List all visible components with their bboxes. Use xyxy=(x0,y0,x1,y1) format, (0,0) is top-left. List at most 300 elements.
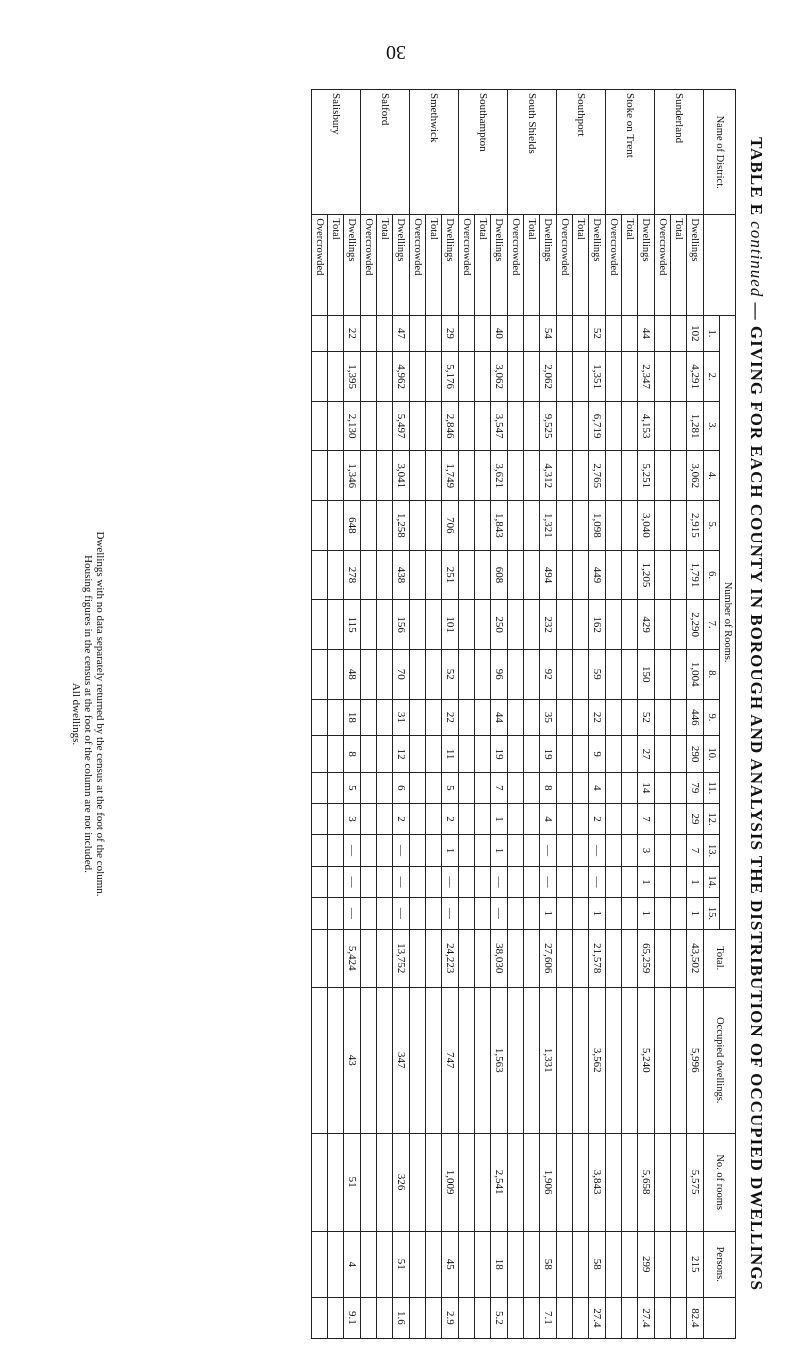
table-cell: 1,009 xyxy=(442,1133,459,1231)
table-cell xyxy=(557,835,573,866)
table-cell xyxy=(459,1133,475,1231)
table-cell: 251 xyxy=(442,550,459,600)
table-cell xyxy=(312,1133,328,1231)
table-cell: 11 xyxy=(442,736,459,773)
table-cell xyxy=(475,352,491,402)
table-cell xyxy=(671,600,687,650)
table-cell xyxy=(377,803,393,834)
table-cell xyxy=(328,600,344,650)
table-cell xyxy=(377,929,393,987)
table-cell xyxy=(328,401,344,451)
table-cell: 747 xyxy=(442,987,459,1133)
table-cell xyxy=(328,1297,344,1338)
table-cell xyxy=(557,600,573,650)
table-cell xyxy=(475,600,491,650)
table-cell: 3,547 xyxy=(491,401,508,451)
table-cell xyxy=(655,451,671,501)
table-cell xyxy=(655,1297,671,1338)
table-cell xyxy=(377,649,393,699)
table-cell xyxy=(312,451,328,501)
table-cell: 27.4 xyxy=(638,1297,655,1338)
table-cell xyxy=(328,898,344,929)
table-cell xyxy=(524,987,540,1133)
table-cell xyxy=(426,987,442,1133)
table-cell xyxy=(655,803,671,834)
table-cell xyxy=(622,352,638,402)
table-cell xyxy=(508,736,524,773)
table-cell xyxy=(655,866,671,897)
table-cell xyxy=(459,451,475,501)
table-cell: 45 xyxy=(442,1231,459,1297)
table-cell xyxy=(459,866,475,897)
table-cell: 2 xyxy=(442,803,459,834)
table-cell: 706 xyxy=(442,501,459,551)
table-cell xyxy=(573,699,589,736)
table-cell xyxy=(606,1133,622,1231)
table-cell xyxy=(426,898,442,929)
table-cell: 27,606 xyxy=(540,929,557,987)
rooms-header-cell: 4. xyxy=(704,451,720,501)
district-name: Southport xyxy=(557,90,606,215)
table-cell: — xyxy=(491,898,508,929)
table-cell xyxy=(475,451,491,501)
row-type: Dwellings xyxy=(638,215,655,315)
table-cell: 9.1 xyxy=(344,1297,361,1338)
table-cell: 59 xyxy=(589,649,606,699)
table-cell xyxy=(655,649,671,699)
table-cell xyxy=(459,699,475,736)
row-type: Dwellings xyxy=(442,215,459,315)
table-cell xyxy=(312,736,328,773)
table-cell xyxy=(524,772,540,803)
table-cell: 608 xyxy=(491,550,508,600)
table-cell: 1,331 xyxy=(540,987,557,1133)
table-cell xyxy=(508,1231,524,1297)
table-cell xyxy=(524,1133,540,1231)
table-cell xyxy=(557,803,573,834)
table-cell: 70 xyxy=(393,649,410,699)
table-cell xyxy=(524,550,540,600)
table-cell xyxy=(361,451,377,501)
table-cell xyxy=(622,451,638,501)
table-cell xyxy=(655,736,671,773)
table-cell xyxy=(377,501,393,551)
table-cell xyxy=(622,929,638,987)
table-cell xyxy=(475,401,491,451)
rooms-header-cell: 1. xyxy=(704,315,720,352)
table-cell xyxy=(328,501,344,551)
table-cell xyxy=(426,1133,442,1231)
table-cell xyxy=(573,772,589,803)
table-cell xyxy=(459,649,475,699)
table-cell xyxy=(622,866,638,897)
table-cell xyxy=(328,987,344,1133)
table-cell: 115 xyxy=(344,600,361,650)
district-name: Smethwick xyxy=(410,90,459,215)
table-cell xyxy=(312,1297,328,1338)
table-cell: 3,621 xyxy=(491,451,508,501)
table-cell: 1,346 xyxy=(344,451,361,501)
table-cell xyxy=(312,987,328,1133)
table-cell: 1,098 xyxy=(589,501,606,551)
table-cell xyxy=(410,315,426,352)
table-cell xyxy=(361,898,377,929)
table-cell xyxy=(361,550,377,600)
table-cell xyxy=(410,699,426,736)
table-cell xyxy=(606,352,622,402)
table-cell xyxy=(410,987,426,1133)
table-cell: 2,846 xyxy=(442,401,459,451)
table-cell: 40 xyxy=(491,315,508,352)
table-cell: 1,351 xyxy=(589,352,606,402)
table-cell xyxy=(622,649,638,699)
table-row xyxy=(540,90,557,1339)
table-cell xyxy=(557,451,573,501)
table-cell xyxy=(524,803,540,834)
table-cell: — xyxy=(442,866,459,897)
table-cell: 2,915 xyxy=(687,501,704,551)
table-row xyxy=(671,90,687,1339)
table-cell xyxy=(410,401,426,451)
table-cell xyxy=(377,600,393,650)
table-cell xyxy=(524,898,540,929)
table-cell xyxy=(475,699,491,736)
table-cell: 2,541 xyxy=(491,1133,508,1231)
table-cell xyxy=(377,699,393,736)
table-cell xyxy=(557,898,573,929)
table-cell: 1,258 xyxy=(393,501,410,551)
table-cell xyxy=(622,1133,638,1231)
table-cell xyxy=(328,315,344,352)
table-cell xyxy=(508,987,524,1133)
table-cell xyxy=(622,315,638,352)
table-cell xyxy=(508,451,524,501)
table-cell: 290 xyxy=(687,736,704,773)
table-cell: 2 xyxy=(393,803,410,834)
table-cell xyxy=(377,451,393,501)
table-cell xyxy=(426,929,442,987)
rooms-header-cell: 5. xyxy=(704,501,720,551)
table-cell xyxy=(328,835,344,866)
table-cell xyxy=(410,929,426,987)
table-cell: 58 xyxy=(540,1231,557,1297)
table-cell xyxy=(524,1297,540,1338)
table-cell xyxy=(410,600,426,650)
table-cell: 22 xyxy=(589,699,606,736)
table-cell: 1,205 xyxy=(638,550,655,600)
table-cell xyxy=(377,1297,393,1338)
table-cell xyxy=(606,772,622,803)
table-cell xyxy=(508,699,524,736)
table-row xyxy=(361,90,377,1339)
table-cell xyxy=(573,352,589,402)
table-cell: 1 xyxy=(491,803,508,834)
table-cell xyxy=(622,501,638,551)
table-cell xyxy=(426,835,442,866)
table-cell xyxy=(671,772,687,803)
table-row xyxy=(508,90,524,1339)
caption-continued: continued xyxy=(747,221,766,298)
table-cell: 22 xyxy=(442,699,459,736)
table-cell: 5,497 xyxy=(393,401,410,451)
table-cell xyxy=(475,550,491,600)
table-cell xyxy=(459,929,475,987)
table-row xyxy=(475,90,491,1339)
header-blank xyxy=(704,1297,736,1338)
table-cell xyxy=(573,835,589,866)
table-cell: 3,041 xyxy=(393,451,410,501)
table-cell: 2,347 xyxy=(638,352,655,402)
table-cell xyxy=(671,451,687,501)
table-cell xyxy=(557,315,573,352)
table-row xyxy=(622,90,638,1339)
table-cell xyxy=(557,699,573,736)
table-cell: 3,040 xyxy=(638,501,655,551)
table-cell: 7 xyxy=(687,835,704,866)
table-cell xyxy=(426,550,442,600)
table-cell xyxy=(377,987,393,1133)
table-cell xyxy=(606,803,622,834)
row-type: Total xyxy=(524,215,540,315)
rooms-header-cell: 15. xyxy=(704,898,720,929)
row-type: Dwellings xyxy=(589,215,606,315)
table-cell xyxy=(508,352,524,402)
header-row-type xyxy=(704,215,736,315)
table-cell xyxy=(573,1133,589,1231)
table-cell xyxy=(508,1297,524,1338)
table-cell xyxy=(426,736,442,773)
table-cell xyxy=(328,451,344,501)
table-cell xyxy=(426,866,442,897)
table-cell xyxy=(426,699,442,736)
table-cell: 18 xyxy=(491,1231,508,1297)
table-cell: — xyxy=(344,835,361,866)
table-cell xyxy=(328,699,344,736)
table-cell xyxy=(377,835,393,866)
table-cell xyxy=(606,699,622,736)
table-cell: 24,223 xyxy=(442,929,459,987)
table-cell xyxy=(573,501,589,551)
header-no-rooms: No. of rooms xyxy=(704,1133,736,1231)
table-cell xyxy=(426,451,442,501)
table-cell xyxy=(459,898,475,929)
footnote-text-2: Housing figures in the census at the foot of the column are not included. xyxy=(82,555,94,873)
table-cell xyxy=(508,315,524,352)
table-row xyxy=(377,90,393,1339)
rooms-header-cell: 10. xyxy=(704,736,720,773)
table-cell: 326 xyxy=(393,1133,410,1231)
table-cell: 2,290 xyxy=(687,600,704,650)
table-cell: 4 xyxy=(540,803,557,834)
table-cell xyxy=(377,401,393,451)
table-cell: 3,843 xyxy=(589,1133,606,1231)
row-type: Overcrowded xyxy=(655,215,671,315)
table-cell: 3,062 xyxy=(687,451,704,501)
table-cell xyxy=(475,987,491,1133)
table-cell: 79 xyxy=(687,772,704,803)
row-type: Overcrowded xyxy=(410,215,426,315)
table-cell xyxy=(426,649,442,699)
table-cell xyxy=(426,600,442,650)
table-cell: — xyxy=(589,866,606,897)
table-cell xyxy=(622,772,638,803)
rooms-header-cell: 2. xyxy=(704,352,720,402)
table-caption: TABLE E continued — GIVING FOR EACH COUNTY IN BOROUGH AND ANALYSIS THE DISTRIBUTION OF OCCUPIED DWELLINGS xyxy=(747,137,766,1291)
table-cell xyxy=(459,401,475,451)
table-cell: — xyxy=(540,835,557,866)
table-cell: 43,502 xyxy=(687,929,704,987)
table-cell xyxy=(312,600,328,650)
table-cell: 5,251 xyxy=(638,451,655,501)
table-cell xyxy=(508,898,524,929)
table-cell xyxy=(655,401,671,451)
table-cell: 1,906 xyxy=(540,1133,557,1231)
table-cell xyxy=(606,866,622,897)
table-cell: 2.9 xyxy=(442,1297,459,1338)
table-cell xyxy=(655,600,671,650)
table-cell xyxy=(606,987,622,1133)
table-cell xyxy=(312,866,328,897)
table-cell xyxy=(524,352,540,402)
row-type: Total xyxy=(622,215,638,315)
table-cell xyxy=(573,649,589,699)
table-cell xyxy=(377,898,393,929)
table-cell: 1 xyxy=(638,898,655,929)
table-cell: 2,765 xyxy=(589,451,606,501)
table-cell xyxy=(475,898,491,929)
table-cell xyxy=(361,1297,377,1338)
table-cell xyxy=(573,866,589,897)
table-cell: 250 xyxy=(491,600,508,650)
table-row xyxy=(491,90,508,1339)
table-cell: 5,658 xyxy=(638,1133,655,1231)
table-cell: — xyxy=(540,866,557,897)
table-cell: 3,562 xyxy=(589,987,606,1133)
table-row xyxy=(328,90,344,1339)
table-cell xyxy=(671,315,687,352)
table-cell: 48 xyxy=(344,649,361,699)
table-cell: 446 xyxy=(687,699,704,736)
table-cell: 6,719 xyxy=(589,401,606,451)
table-cell: 7.1 xyxy=(540,1297,557,1338)
table-cell: 1 xyxy=(687,898,704,929)
table-cell xyxy=(410,649,426,699)
table-cell: 278 xyxy=(344,550,361,600)
rooms-header-cell: 9. xyxy=(704,699,720,736)
table-cell xyxy=(606,451,622,501)
table-cell: 5,424 xyxy=(344,929,361,987)
row-type: Total xyxy=(671,215,687,315)
table-cell xyxy=(655,987,671,1133)
table-cell xyxy=(312,401,328,451)
row-type: Overcrowded xyxy=(557,215,573,315)
table-cell xyxy=(557,772,573,803)
table-cell: 13,752 xyxy=(393,929,410,987)
table-cell: 38,030 xyxy=(491,929,508,987)
district-name: South Shields xyxy=(508,90,557,215)
table-cell xyxy=(655,550,671,600)
table-cell: 47 xyxy=(393,315,410,352)
table-cell xyxy=(557,866,573,897)
table-cell xyxy=(410,803,426,834)
table-cell xyxy=(622,1297,638,1338)
rooms-header-cell: 13. xyxy=(704,835,720,866)
row-type: Dwellings xyxy=(344,215,361,315)
table-cell xyxy=(606,898,622,929)
table-cell: 12 xyxy=(393,736,410,773)
footnote-text: Dwellings with no data separately returned by the census at the foot of the column. xyxy=(94,531,106,897)
table-cell xyxy=(475,1133,491,1231)
table-row xyxy=(410,90,426,1339)
table-cell xyxy=(524,600,540,650)
table-cell: 51 xyxy=(393,1231,410,1297)
table-cell xyxy=(328,352,344,402)
table-cell xyxy=(524,401,540,451)
table-cell: 51 xyxy=(344,1133,361,1231)
table-cell: 494 xyxy=(540,550,557,600)
table-cell xyxy=(475,866,491,897)
table-cell xyxy=(361,352,377,402)
table-cell: 1.6 xyxy=(393,1297,410,1338)
table-cell xyxy=(459,987,475,1133)
table-cell: 1,843 xyxy=(491,501,508,551)
table-cell xyxy=(524,699,540,736)
table-cell xyxy=(622,401,638,451)
table-cell xyxy=(655,1231,671,1297)
district-name: Stoke on Trent xyxy=(606,90,655,215)
table-cell xyxy=(655,352,671,402)
table-cell: 429 xyxy=(638,600,655,650)
table-cell xyxy=(475,835,491,866)
table-row xyxy=(524,90,540,1339)
table-cell xyxy=(459,1297,475,1338)
table-cell xyxy=(655,1133,671,1231)
table-cell: 5.2 xyxy=(491,1297,508,1338)
table-cell xyxy=(671,649,687,699)
table-cell xyxy=(328,649,344,699)
table-cell xyxy=(557,649,573,699)
rooms-header-cell: 8. xyxy=(704,649,720,699)
table-cell: 5,575 xyxy=(687,1133,704,1231)
table-cell xyxy=(655,501,671,551)
table-cell: — xyxy=(344,898,361,929)
table-cell xyxy=(426,1231,442,1297)
table-cell: 1,004 xyxy=(687,649,704,699)
table-cell xyxy=(377,1133,393,1231)
table-cell xyxy=(557,929,573,987)
table-row xyxy=(638,90,655,1339)
table-cell: — xyxy=(491,866,508,897)
table-cell xyxy=(410,1231,426,1297)
table-cell xyxy=(475,501,491,551)
table-cell xyxy=(671,866,687,897)
table-cell: 14 xyxy=(638,772,655,803)
table-cell xyxy=(410,898,426,929)
table-cell: 43 xyxy=(344,987,361,1133)
table-row xyxy=(655,90,671,1339)
table-cell xyxy=(328,772,344,803)
row-type: Total xyxy=(328,215,344,315)
table-cell: 58 xyxy=(589,1231,606,1297)
table-cell: 232 xyxy=(540,600,557,650)
row-type: Overcrowded xyxy=(312,215,328,315)
row-type: Total xyxy=(426,215,442,315)
table-cell xyxy=(606,929,622,987)
table-cell xyxy=(361,501,377,551)
table-cell: 299 xyxy=(638,1231,655,1297)
table-cell: 1 xyxy=(589,898,606,929)
table-cell: 1,321 xyxy=(540,501,557,551)
